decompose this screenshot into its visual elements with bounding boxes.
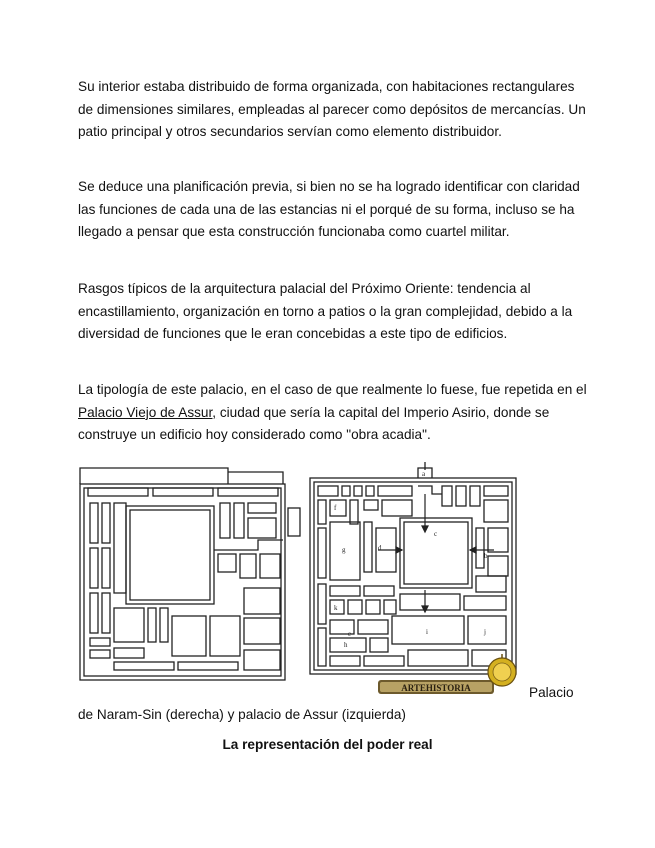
plan-label-g: g xyxy=(342,546,346,554)
plan-label-d: d xyxy=(378,544,382,552)
plan-label-f: f xyxy=(334,504,337,512)
figure-caption-start: Palacio xyxy=(529,685,574,700)
paragraph-text: La tipología de este palacio, en el caso de que realmente lo fuese, fue repetida en el xyxy=(78,382,587,397)
figure-caption: de Naram-Sin (derecha) y palacio de Assur (izquierda) xyxy=(78,707,406,722)
plan-label-e: e xyxy=(348,630,352,638)
naram-sin-palace-plan xyxy=(310,462,516,674)
paragraph-rasgos: Rasgos típicos de la arquitectura palacial del Próximo Oriente: tendencia al encastillamiento, organización en torno a patios o la gran complejidad, debido a la diversidad de funciones que le eran concebidas a este tipo de edificios. xyxy=(78,281,573,342)
plan-label-i: i xyxy=(426,628,428,636)
plan-label-k: k xyxy=(334,604,338,612)
link-palacio-viejo-assur[interactable]: Palacio Viejo de Assur, xyxy=(78,404,217,420)
paragraph-planificacion: Se deduce una planificación previa, si bien no se ha logrado identificar con claridad las funciones de cada una de las estancias ni el porqué de su forma, incluso se ha llegado a pensar que esta construcción funcionaba como cuartel militar. xyxy=(78,179,580,240)
palace-plans-figure xyxy=(78,458,578,698)
paragraph-tipologia xyxy=(78,379,588,447)
plan-label-h: h xyxy=(344,641,348,649)
assur-palace-plan xyxy=(80,468,300,680)
paragraph-interior: Su interior estaba distribuido de forma organizada, con habitaciones rectangulares de dimensiones similares, empleadas al parecer como depósitos de mercancías. Un patio principal y otros secundarios servían como elemento distribuidor. xyxy=(78,79,586,140)
watermark-text: ARTEHISTORIA xyxy=(401,683,471,693)
section-heading: La representación del poder real xyxy=(222,737,433,752)
paragraph-text: ciudad que sería la capital del Imperio Asirio, donde se construye un edificio hoy considerado como "obra acadia". xyxy=(78,404,550,443)
plan-label-j: j xyxy=(484,628,486,636)
plan-label-a: a xyxy=(422,470,426,478)
plan-label-b: b xyxy=(484,552,488,560)
plan-label-c: c xyxy=(434,530,438,538)
